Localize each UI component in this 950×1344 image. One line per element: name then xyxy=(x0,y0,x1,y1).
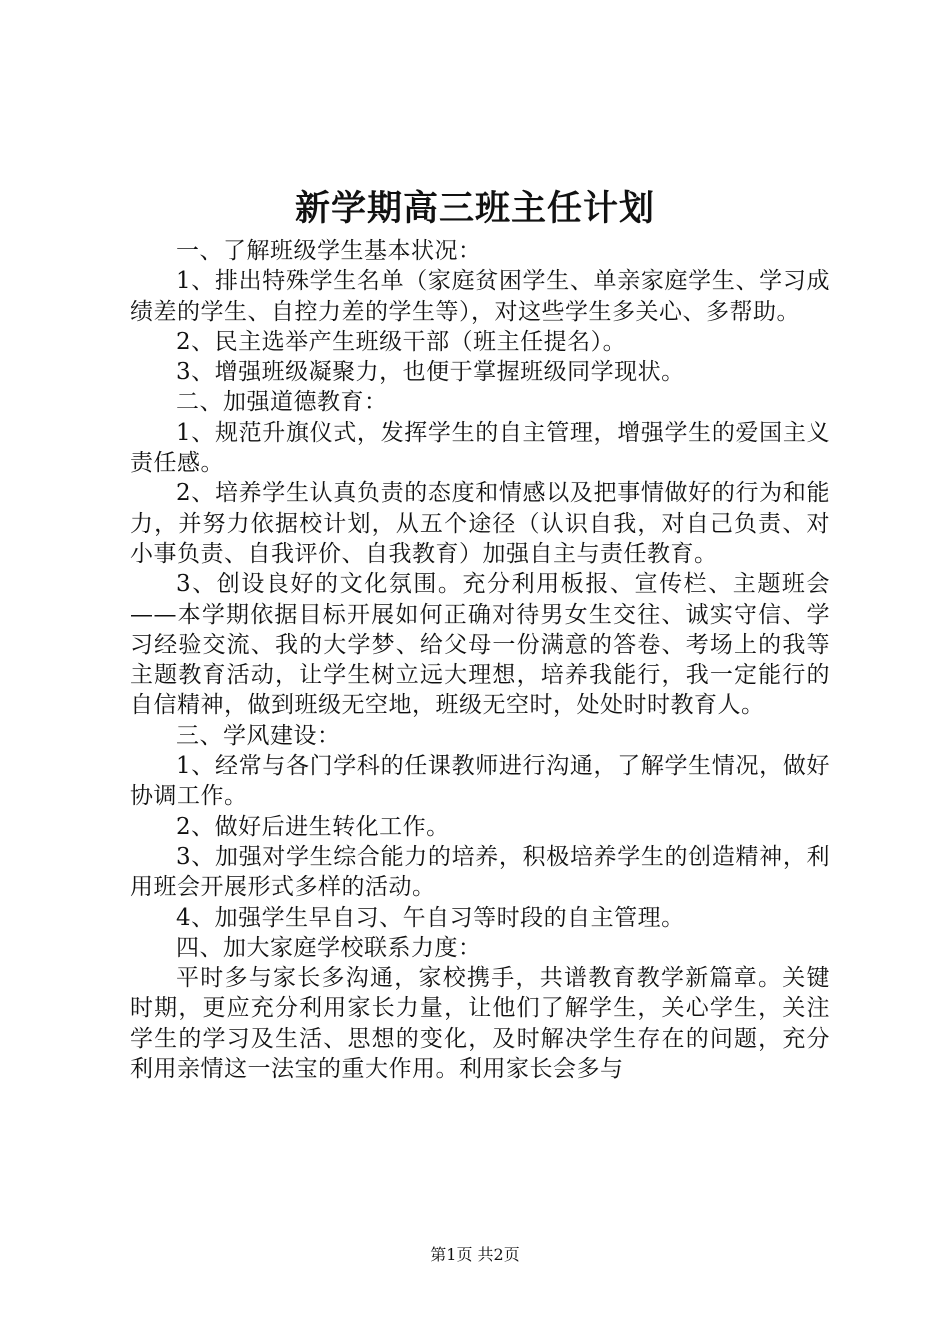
page-footer: 第1页 共2页 xyxy=(430,1245,520,1264)
paragraph: 1、排出特殊学生名单（家庭贫困学生、单亲家庭学生、学习成绩差的学生、自控力差的学生等），对这些学生多关心、多帮助。 xyxy=(130,268,830,325)
section-heading: 二、加强道德教育： xyxy=(176,389,388,416)
paragraph: 平时多与家长多沟通，家校携手，共谱教育教学新篇章。关键时期，更应充分利用家长力量，让他们了解学生，关心学生，关注学生的学习及生活、思想的变化，及时解决学生存在的问题，充分利用亲情这一法宝的重大作用。利用家长会多与 xyxy=(130,965,830,1083)
paragraph: 3、创设良好的文化氛围。充分利用板报、宣传栏、主题班会——本学期依据目标开展如何正确对待男女生交往、诚实守信、学习经验交流、我的大学梦、给父母一份满意的答卷、考场上的我等主题教育活动，让学生树立远大理想，培养我能行，我一定能行的自信精神，做到班级无空地，班级无空时，处处时时教育人。 xyxy=(130,571,830,719)
paragraph: 2、培养学生认真负责的态度和情感以及把事情做好的行为和能力，并努力依据校计划，从五个途径（认识自我，对自己负责、对小事负责、自我评价、自我教育）加强自主与责任教育。 xyxy=(130,480,830,567)
section-heading: 四、加大家庭学校联系力度： xyxy=(176,934,482,961)
paragraph: 2、民主选举产生班级干部（班主任提名）。 xyxy=(176,328,627,355)
paragraph: 4、加强学生早自习、午自习等时段的自主管理。 xyxy=(176,904,685,931)
section-heading: 三、学风建设： xyxy=(176,722,341,749)
paragraph: 2、做好后进生转化工作。 xyxy=(176,813,450,840)
paragraph: 3、加强对学生综合能力的培养，积极培养学生的创造精神，利用班会开展形式多样的活动。 xyxy=(130,843,830,901)
document-title: 新学期高三班主任计划 xyxy=(294,188,655,229)
paragraph: 1、经常与各门学科的任课教师进行沟通，了解学生情况，做好协调工作。 xyxy=(130,753,830,810)
paragraph: 3、增强班级凝聚力，也便于掌握班级同学现状。 xyxy=(176,359,685,386)
paragraph: 1、规范升旗仪式，发挥学生的自主管理，增强学生的爱国主义责任感。 xyxy=(130,419,830,477)
document-body xyxy=(130,236,830,1084)
section-heading: 一、了解班级学生基本状况： xyxy=(176,238,482,264)
